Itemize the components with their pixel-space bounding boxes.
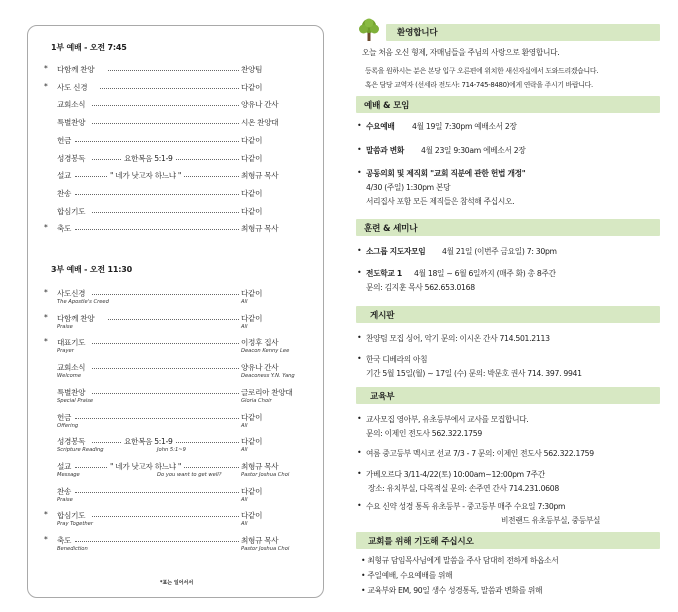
program-item-leader: 글로리아 찬양대 [241,387,293,397]
program-item-leader: 이정후 집사 [241,338,279,348]
dot-leader [75,418,239,419]
program-row [44,412,310,429]
program-item-leader: 다같이 [241,82,263,92]
standing-marker: * [44,312,48,322]
program-detail-english: Do you want to get well? [157,471,222,478]
dot-leader [92,105,239,106]
program-item-label: 찬송 [57,188,72,198]
footnote: *표는 일어서서 [159,580,194,586]
bullet-icon: • [357,145,362,154]
dot-leader [92,393,239,394]
prayer-item2: • 주일예배, 수요예배를 위해 [361,571,453,580]
program-row [44,82,310,94]
program-item-leader: 최형규 목사 [241,461,279,471]
program-detail-english: John 5:1~9 [157,447,186,454]
program-row [44,170,310,182]
tree-icon [358,18,380,42]
board-section-bar [356,306,660,323]
program-item-english: Praise [57,496,73,503]
dot-leader [75,492,239,493]
bullet-icon: • [357,414,362,423]
program-item-label: 축도 [57,536,72,545]
bullet-icon: • [357,448,362,457]
program-row [44,288,310,305]
program-row [44,362,310,380]
standing-marker: * [44,535,48,544]
welcome-line3: 혹은 담당 교역자 (선세라 전도사: 714-745-8480)에게 연락을 주시기 바랍니다. [365,81,593,89]
program-row [44,117,310,129]
program-item-detail: " 네가 낫고자 하느냐 " [110,461,182,471]
dot-leader [92,516,239,517]
wednesday-service-head: 수요예배 [366,122,395,131]
small-group-detail: 4월 21일 (이번주 금요일) 7: 30pm [442,247,557,256]
board-item1: 찬양팀 모집 싱어, 악기 문의: 이시온 간사 714.501.2113 [366,334,550,343]
standing-marker: * [44,288,48,297]
program-item-english: Scripture Reading [57,447,104,454]
education-item4: 수요 신약 성경 통독 유초등부 - 중고등부 매주 수요일 7:30pm [366,502,566,511]
prayer-item3-text: 교육부와 EM, 90일 생수 성경통독, 말씀과 변화를 위해 [367,586,543,595]
dot-leader [108,70,239,71]
welcome-title: 환영합니다 [397,28,438,38]
program-item-label: 합심기도 [57,511,86,521]
program-item-leader: 다같이 [241,313,263,323]
bullet-icon: • [357,268,362,277]
standing-marker: * [44,64,48,73]
word-and-change-detail: 4월 23일 9:30am 에베소서 2장 [421,146,526,155]
program-item-leader: 다같이 [241,135,263,145]
congregation-meeting-time: 4/30 (주일) 1:30pm 본당 [366,183,451,192]
program-leader-english: All [241,323,248,330]
program-row [44,535,310,552]
dot-leader [92,212,239,213]
program-item-label: 특별찬양 [57,118,86,128]
program-leader-english: All [241,496,248,503]
prayer-item1-text: 최형규 담임목사님에게 말씀을 주사 담대히 전하게 하옵소서 [367,556,559,565]
evangelism-school-contact: 문의: 김지훈 목사 562.653.0168 [366,283,475,292]
program-item-leader: 다같이 [241,289,263,298]
program-item-leader: 다같이 [241,486,263,496]
program-row [44,337,310,355]
program-item-label: 헌금 [57,135,72,145]
program-leader-english: All [241,521,248,528]
program-item-leader: 다같이 [241,188,263,198]
program-item-leader: 다같이 [241,412,263,422]
program-item-leader: 최형규 목사 [241,224,279,234]
program-row [44,135,310,147]
program-item-label: 특별찬양 [57,387,86,397]
education-item3: 가베오르다 3/11-4/22(토) 10:00am~12:00pm 7주간 [366,470,545,479]
bullet-icon: • [357,168,362,177]
bullet-icon: • [357,246,362,255]
program-leader-english: Deacon Kenny Lee [241,348,290,355]
program-item-leader: 최형규 목사 [241,171,279,181]
program-row [44,153,310,165]
word-and-change-head: 말씀과 변화 [366,146,405,155]
program-item-leader: 찬양팀 [241,65,263,74]
program-row [44,64,310,76]
program-leader-english: Pastor Joshua Choi [241,471,290,478]
program-item-leader: 다같이 [241,511,263,521]
program-item-leader: 다같이 [241,153,263,163]
program-leader-english: All [241,447,248,454]
education-item3-detail: 장소: 유치부실, 다목적실 문의: 손주연 간사 714.231.0608 [368,484,559,493]
standing-marker: * [44,510,48,520]
program-leader-english: Gloria Choir [241,397,272,404]
program-row [44,99,310,111]
program-item-label: 교회소식 [57,363,86,373]
program-item-label: 사도 신경 [57,82,88,92]
program-row [44,387,310,404]
program-item-english: The Apostle's Creed [57,299,109,305]
program-row [44,510,310,528]
order-of-worship-panel [27,25,324,598]
dot-leader [75,541,239,542]
program-item-leader: 최형규 목사 [241,536,279,545]
program-item-label: 합심기도 [57,206,86,216]
board-item2: 한국 디베라의 아침 [366,355,428,364]
dot-leader [92,368,239,369]
program-item-english: Offering [57,422,79,429]
evangelism-school-head: 전도학교 1 [366,269,402,278]
program-leader-english: Deaconess Y.N. Yang [241,373,295,380]
service3-title: 3부 예배 - 오전 11:30 [51,265,132,274]
bullet-icon: • [357,501,362,510]
program-leader-english: All [241,422,248,429]
standing-marker: * [44,81,48,91]
standing-marker: * [44,223,48,233]
program-item-label: 설교 [57,461,72,471]
dot-leader [75,141,239,142]
program-item-detail: 요한복음 5:1-9 [124,437,173,447]
program-item-label: 성경봉독 [57,437,86,447]
welcome-line1: 오늘 처음 오신 형제, 자매님들을 주님의 사랑으로 환영합니다. [362,48,560,57]
education-item1-contact: 문의: 이제인 전도사 562.322.1759 [366,429,482,438]
program-item-label: 사도신경 [57,289,86,298]
education-item2: 여름 중고등부 멕시코 선교 7/3 - 7 문의: 이제인 전도사 562.322.1759 [366,449,594,458]
program-item-label: 축도 [57,224,72,234]
program-leader-english: All [241,299,248,305]
education-item1: 교사모집 영아부, 유초등부에서 교사를 모집합니다. [366,415,529,424]
congregation-meeting-note: 서리집사 포함 모든 제직들은 참석해 주십시오. [366,197,515,206]
program-leader-english: Pastor Joshua Choi [241,546,290,552]
standing-marker: * [44,337,48,347]
dot-leader [75,194,239,195]
program-item-english: Welcome [57,373,82,380]
program-item-detail: " 네가 낫고자 하느냐 " [110,171,182,181]
wednesday-service-detail: 4월 19일 7:30pm 예배소서 2장 [412,122,517,131]
dot-leader [92,123,239,124]
program-item-english: Message [57,471,80,478]
congregation-meeting-head: 공동의회 및 제직회 "교회 직분에 관한 헌법 개정" [366,169,526,178]
program-item-leader: 다같이 [241,206,263,216]
education-title: 교육부 [370,392,395,402]
evangelism-school-detail: 4월 18일 ~ 6월 6일까지 (매주 화) 총 8주간 [414,269,556,278]
program-item-label: 성경봉독 [57,153,86,163]
welcome-line2: 등록을 원하시는 분은 본당 입구 오른편에 위치한 새신자실에서 도와드리겠습니다. [365,67,599,75]
bullet-icon: • [357,469,362,478]
program-item-label: 설교 [57,171,72,181]
service1-title: 1부 예배 - 오전 7:45 [51,43,127,52]
dot-leader [75,229,239,230]
program-item-label: 대표기도 [57,338,86,348]
program-row [44,461,310,478]
bullet-icon: • [357,121,362,130]
program-item-label: 찬송 [57,486,72,496]
dot-leader [92,294,239,295]
program-item-label: 다함께 찬양 [57,313,95,323]
program-item-leader: 양유나 간사 [241,363,279,373]
program-item-english: Pray Together [57,521,93,528]
dot-leader [92,343,239,344]
program-row [44,188,310,200]
program-row [44,312,310,330]
program-item-english: Prayer [57,348,74,355]
program-item-english: Special Praise [57,397,94,404]
small-group-head: 소그룹 지도자모임 [366,247,426,256]
program-item-english: Benediction [57,546,88,552]
program-item-detail: 요한복음 5:1-9 [124,153,173,163]
program-item-leader: 양유나 간사 [241,100,279,110]
prayer-item1: • 최형규 담임목사님에게 말씀을 주사 담대히 전하게 하옵소서 [361,556,559,565]
training-title: 훈련 & 세미나 [364,224,418,234]
bullet-icon: • [357,354,362,363]
program-row [44,436,310,454]
program-item-label: 교회소식 [57,100,86,110]
dot-leader [100,88,239,89]
program-item-leader: 다같이 [241,437,263,447]
board-item2-detail: 기간 5월 15일(월) ~ 17일 (수) 문의: 박문호 권사 714. 397. 9941 [366,369,582,378]
program-row [44,486,310,503]
board-title: 게시판 [370,311,395,321]
education-section-bar [356,387,660,404]
worship-title: 예배 & 모임 [364,101,410,111]
dot-leader [108,319,239,320]
program-row [44,206,310,218]
program-item-leader: 시온 찬양대 [241,118,279,128]
bullet-icon: • [357,333,362,342]
education-item4-detail: 비전랜드 유초등부실, 중등부실 [501,516,601,525]
program-row [44,223,310,235]
program-item-label: 다함께 찬양 [57,65,95,74]
program-item-label: 헌금 [57,412,72,422]
prayer-title: 교회를 위해 기도해 주십시오 [368,537,474,547]
prayer-item2-text: 주일예배, 수요예배를 위해 [367,571,453,580]
program-item-english: Praise [57,323,73,330]
prayer-item3: • 교육부와 EM, 90일 생수 성경통독, 말씀과 변화를 위해 [361,586,543,595]
